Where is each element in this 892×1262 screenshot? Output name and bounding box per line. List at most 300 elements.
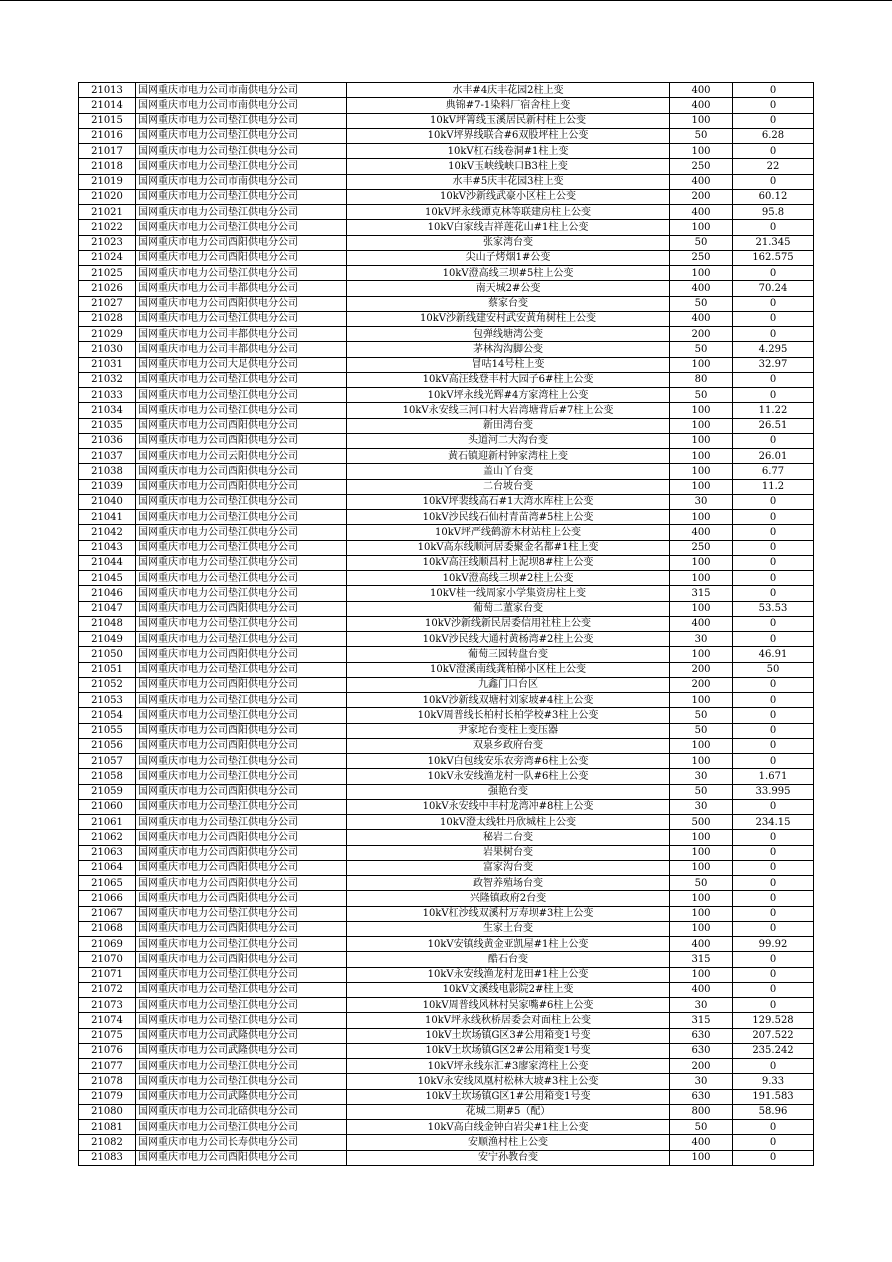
value-cell: 0: [733, 586, 814, 601]
table-row: [79, 860, 814, 875]
record-id-cell: 21072: [79, 982, 136, 997]
company-name-cell: 国网重庆市电力公司酉阳供电分公司: [136, 250, 347, 265]
transformer-name-cell: 10kV高汪线顺昌村上泥坝8#柱上公变: [347, 555, 670, 570]
transformer-name-cell: 水丰#4庆丰花园2柱上变: [347, 83, 670, 98]
company-name-cell: 国网重庆市电力公司垫江供电分公司: [136, 1013, 347, 1028]
table-row: [79, 906, 814, 921]
record-id-cell: 21059: [79, 784, 136, 799]
transformer-name-cell: 10kV玉峡线峡口B3柱上变: [347, 159, 670, 174]
table-row: [79, 677, 814, 692]
company-name-cell: 国网重庆市电力公司云阳供电分公司: [136, 449, 347, 464]
record-id-cell: 21055: [79, 723, 136, 738]
value-cell: 0: [733, 723, 814, 738]
transformer-name-cell: 包弹线塘湾公变: [347, 327, 670, 342]
transformer-name-cell: 10kV周普线风林村吴家嘴#6柱上公变: [347, 998, 670, 1013]
value-cell: 22: [733, 159, 814, 174]
record-id-cell: 21015: [79, 113, 136, 128]
value-cell: 207.522: [733, 1028, 814, 1043]
table-row: [79, 357, 814, 372]
value-cell: 11.22: [733, 403, 814, 418]
value-cell: 0: [733, 998, 814, 1013]
table-row: [79, 311, 814, 326]
company-name-cell: 国网重庆市电力公司垫江供电分公司: [136, 494, 347, 509]
capacity-cell: 50: [670, 784, 733, 799]
value-cell: 0: [733, 98, 814, 113]
capacity-cell: 200: [670, 662, 733, 677]
transformer-name-cell: 10kV高东线顺河居委聚金名都#1柱上变: [347, 540, 670, 555]
table-row: [79, 174, 814, 189]
company-name-cell: 国网重庆市电力公司酉阳供电分公司: [136, 876, 347, 891]
value-cell: 9.33: [733, 1074, 814, 1089]
record-id-cell: 21071: [79, 967, 136, 982]
company-name-cell: 国网重庆市电力公司垫江供电分公司: [136, 937, 347, 952]
table-row: [79, 647, 814, 662]
transformer-name-cell: 张家湾台变: [347, 235, 670, 250]
table-row: [79, 632, 814, 647]
company-name-cell: 国网重庆市电力公司垫江供电分公司: [136, 815, 347, 830]
transformer-name-cell: 九鑫门口台区: [347, 677, 670, 692]
transformer-name-cell: 秘岩二台变: [347, 830, 670, 845]
company-name-cell: 国网重庆市电力公司长寿供电分公司: [136, 1135, 347, 1150]
record-id-cell: 21022: [79, 220, 136, 235]
capacity-cell: 30: [670, 494, 733, 509]
table-row: [79, 327, 814, 342]
record-id-cell: 21041: [79, 510, 136, 525]
transformer-name-cell: 10kV杠沙线双溪村万寿坝#3柱上公变: [347, 906, 670, 921]
table-row: [79, 1089, 814, 1104]
record-id-cell: 21035: [79, 418, 136, 433]
value-cell: 0: [733, 555, 814, 570]
value-cell: 11.2: [733, 479, 814, 494]
transformer-name-cell: 葡萄三园转盘台变: [347, 647, 670, 662]
capacity-cell: 100: [670, 891, 733, 906]
capacity-cell: 100: [670, 357, 733, 372]
table-row: [79, 525, 814, 540]
record-id-cell: 21038: [79, 464, 136, 479]
transformer-name-cell: 双泉乡政府台变: [347, 738, 670, 753]
value-cell: 0: [733, 144, 814, 159]
table-row: [79, 891, 814, 906]
transformer-name-cell: 富家沟台变: [347, 860, 670, 875]
record-id-cell: 21042: [79, 525, 136, 540]
capacity-cell: 400: [670, 525, 733, 540]
capacity-cell: 400: [670, 1135, 733, 1150]
transformer-name-cell: 10kV澄高线三坝#2柱上公变: [347, 571, 670, 586]
company-name-cell: 国网重庆市电力公司酉阳供电分公司: [136, 601, 347, 616]
record-id-cell: 21074: [79, 1013, 136, 1028]
company-name-cell: 国网重庆市电力公司酉阳供电分公司: [136, 418, 347, 433]
company-name-cell: 国网重庆市电力公司市南供电分公司: [136, 83, 347, 98]
company-name-cell: 国网重庆市电力公司垫江供电分公司: [136, 189, 347, 204]
value-cell: 0: [733, 982, 814, 997]
capacity-cell: 50: [670, 723, 733, 738]
table-row: [79, 1013, 814, 1028]
transformer-name-cell: 10kV永安线渔龙村龙田#1柱上公变: [347, 967, 670, 982]
value-cell: 0: [733, 266, 814, 281]
value-cell: 0: [733, 921, 814, 936]
company-name-cell: 国网重庆市电力公司垫江供电分公司: [136, 1120, 347, 1135]
record-id-cell: 21060: [79, 799, 136, 814]
company-name-cell: 国网重庆市电力公司垫江供电分公司: [136, 510, 347, 525]
record-id-cell: 21053: [79, 693, 136, 708]
record-id-cell: 21032: [79, 372, 136, 387]
transformer-name-cell: 10kV永安线中丰村龙湾冲#8柱上公变: [347, 799, 670, 814]
value-cell: 4.295: [733, 342, 814, 357]
transformer-name-cell: 10kV澄太线牡丹欣城柱上公变: [347, 815, 670, 830]
transformer-name-cell: 10kV澄高线三坝#5柱上公变: [347, 266, 670, 281]
capacity-cell: 400: [670, 311, 733, 326]
value-cell: 0: [733, 1150, 814, 1165]
record-id-cell: 21054: [79, 708, 136, 723]
value-cell: 99.92: [733, 937, 814, 952]
capacity-cell: 100: [670, 906, 733, 921]
capacity-cell: 400: [670, 937, 733, 952]
transformer-name-cell: 新田湾台变: [347, 418, 670, 433]
transformer-name-cell: 岩果树台变: [347, 845, 670, 860]
capacity-cell: 100: [670, 220, 733, 235]
transformer-name-cell: 水丰#5庆丰花园3柱上变: [347, 174, 670, 189]
record-id-cell: 21057: [79, 754, 136, 769]
company-name-cell: 国网重庆市电力公司酉阳供电分公司: [136, 723, 347, 738]
capacity-cell: 400: [670, 98, 733, 113]
record-id-cell: 21021: [79, 205, 136, 220]
company-name-cell: 国网重庆市电力公司丰都供电分公司: [136, 327, 347, 342]
value-cell: 0: [733, 525, 814, 540]
company-name-cell: 国网重庆市电力公司丰都供电分公司: [136, 281, 347, 296]
table-row: [79, 967, 814, 982]
table-row: [79, 1074, 814, 1089]
table-row: [79, 723, 814, 738]
capacity-cell: 100: [670, 1150, 733, 1165]
record-id-cell: 21079: [79, 1089, 136, 1104]
company-name-cell: 国网重庆市电力公司酉阳供电分公司: [136, 921, 347, 936]
record-id-cell: 21029: [79, 327, 136, 342]
value-cell: 0: [733, 311, 814, 326]
record-id-cell: 21062: [79, 830, 136, 845]
table-row: [79, 220, 814, 235]
transformer-name-cell: 蔡家台变: [347, 296, 670, 311]
transformer-name-cell: 10kV沙新线新民居委信用社柱上公变: [347, 616, 670, 631]
table-row: [79, 1059, 814, 1074]
value-cell: 0: [733, 174, 814, 189]
company-name-cell: 国网重庆市电力公司垫江供电分公司: [136, 205, 347, 220]
value-cell: 6.28: [733, 128, 814, 143]
capacity-cell: 100: [670, 510, 733, 525]
capacity-cell: 100: [670, 144, 733, 159]
capacity-cell: 315: [670, 1013, 733, 1028]
company-name-cell: 国网重庆市电力公司垫江供电分公司: [136, 799, 347, 814]
company-name-cell: 国网重庆市电力公司垫江供电分公司: [136, 403, 347, 418]
company-name-cell: 国网重庆市电力公司垫江供电分公司: [136, 754, 347, 769]
transformer-name-cell: 安顺渔村柱上公变: [347, 1135, 670, 1150]
record-id-cell: 21013: [79, 83, 136, 98]
table-row: [79, 754, 814, 769]
capacity-cell: 30: [670, 632, 733, 647]
table-row: [79, 433, 814, 448]
record-id-cell: 21045: [79, 571, 136, 586]
capacity-cell: 400: [670, 616, 733, 631]
capacity-cell: 50: [670, 876, 733, 891]
value-cell: 0: [733, 891, 814, 906]
table-row: [79, 708, 814, 723]
company-name-cell: 国网重庆市电力公司酉阳供电分公司: [136, 845, 347, 860]
record-id-cell: 21067: [79, 906, 136, 921]
transformer-name-cell: 10kV土坎场镇G区2#公用箱变1号变: [347, 1043, 670, 1058]
value-cell: 0: [733, 952, 814, 967]
capacity-cell: 100: [670, 479, 733, 494]
table-row: [79, 921, 814, 936]
record-id-cell: 21044: [79, 555, 136, 570]
company-name-cell: 国网重庆市电力公司市南供电分公司: [136, 174, 347, 189]
company-name-cell: 国网重庆市电力公司垫江供电分公司: [136, 388, 347, 403]
table-row: [79, 601, 814, 616]
capacity-cell: 400: [670, 982, 733, 997]
table-row: [79, 235, 814, 250]
value-cell: 21.345: [733, 235, 814, 250]
table-row: [79, 189, 814, 204]
capacity-cell: 100: [670, 601, 733, 616]
transformer-name-cell: 花城二期#5（配）: [347, 1104, 670, 1119]
table-row: [79, 464, 814, 479]
transformer-name-cell: 10kV坪永线东汇#3廖家湾柱上公变: [347, 1059, 670, 1074]
record-id-cell: 21068: [79, 921, 136, 936]
table-row: [79, 616, 814, 631]
table-row: [79, 1043, 814, 1058]
value-cell: 0: [733, 860, 814, 875]
value-cell: 50: [733, 662, 814, 677]
company-name-cell: 国网重庆市电力公司垫江供电分公司: [136, 982, 347, 997]
value-cell: 26.01: [733, 449, 814, 464]
value-cell: 0: [733, 113, 814, 128]
capacity-cell: 100: [670, 921, 733, 936]
record-id-cell: 21051: [79, 662, 136, 677]
table-body: [79, 83, 814, 1166]
capacity-cell: 50: [670, 388, 733, 403]
capacity-cell: 250: [670, 540, 733, 555]
table-row: [79, 571, 814, 586]
record-id-cell: 21025: [79, 266, 136, 281]
capacity-cell: 200: [670, 677, 733, 692]
transformer-name-cell: 10kV坪永线光辉#4方家湾柱上公变: [347, 388, 670, 403]
capacity-cell: 400: [670, 205, 733, 220]
capacity-cell: 100: [670, 571, 733, 586]
table-row: [79, 250, 814, 265]
value-cell: 60.12: [733, 189, 814, 204]
transformer-name-cell: 10kV土坎场镇G区1#公用箱变1号变: [347, 1089, 670, 1104]
company-name-cell: 国网重庆市电力公司酉阳供电分公司: [136, 738, 347, 753]
value-cell: 0: [733, 1059, 814, 1074]
company-name-cell: 国网重庆市电力公司酉阳供电分公司: [136, 891, 347, 906]
company-name-cell: 国网重庆市电力公司北碚供电分公司: [136, 1104, 347, 1119]
transformer-name-cell: 10kV沙新线双塘村刘家坡#4柱上公变: [347, 693, 670, 708]
capacity-cell: 315: [670, 586, 733, 601]
capacity-cell: 630: [670, 1089, 733, 1104]
transformer-name-cell: 典锦#7-1染料厂宿舍柱上变: [347, 98, 670, 113]
capacity-cell: 30: [670, 998, 733, 1013]
value-cell: 0: [733, 83, 814, 98]
value-cell: 0: [733, 510, 814, 525]
value-cell: 0: [733, 296, 814, 311]
table-row: [79, 784, 814, 799]
company-name-cell: 国网重庆市电力公司酉阳供电分公司: [136, 479, 347, 494]
value-cell: 129.528: [733, 1013, 814, 1028]
transformer-name-cell: 南天城2#公变: [347, 281, 670, 296]
table-row: [79, 205, 814, 220]
table-row: [79, 144, 814, 159]
record-id-cell: 21020: [79, 189, 136, 204]
table-row: [79, 113, 814, 128]
company-name-cell: 国网重庆市电力公司垫江供电分公司: [136, 616, 347, 631]
capacity-cell: 100: [670, 403, 733, 418]
table-row: [79, 1135, 814, 1150]
capacity-cell: 630: [670, 1028, 733, 1043]
value-cell: 26.51: [733, 418, 814, 433]
table-row: [79, 555, 814, 570]
value-cell: 70.24: [733, 281, 814, 296]
value-cell: 0: [733, 693, 814, 708]
value-cell: 191.583: [733, 1089, 814, 1104]
transformer-table: [78, 82, 814, 1166]
company-name-cell: 国网重庆市电力公司酉阳供电分公司: [136, 952, 347, 967]
record-id-cell: 21046: [79, 586, 136, 601]
capacity-cell: 100: [670, 433, 733, 448]
capacity-cell: 200: [670, 327, 733, 342]
table-row: [79, 769, 814, 784]
value-cell: 1.671: [733, 769, 814, 784]
company-name-cell: 国网重庆市电力公司垫江供电分公司: [136, 540, 347, 555]
record-id-cell: 21075: [79, 1028, 136, 1043]
company-name-cell: 国网重庆市电力公司酉阳供电分公司: [136, 296, 347, 311]
record-id-cell: 21061: [79, 815, 136, 830]
value-cell: 0: [733, 677, 814, 692]
record-id-cell: 21058: [79, 769, 136, 784]
capacity-cell: 100: [670, 830, 733, 845]
transformer-name-cell: 安宁孙教台变: [347, 1150, 670, 1165]
transformer-name-cell: 10kV沙民线大通村黄杨湾#2柱上公变: [347, 632, 670, 647]
value-cell: 0: [733, 738, 814, 753]
record-id-cell: 21026: [79, 281, 136, 296]
capacity-cell: 100: [670, 113, 733, 128]
transformer-name-cell: 10kV文溪线电影院2#柱上变: [347, 982, 670, 997]
company-name-cell: 国网重庆市电力公司垫江供电分公司: [136, 662, 347, 677]
capacity-cell: 100: [670, 860, 733, 875]
record-id-cell: 21027: [79, 296, 136, 311]
capacity-cell: 250: [670, 159, 733, 174]
value-cell: 0: [733, 754, 814, 769]
value-cell: 0: [733, 220, 814, 235]
company-name-cell: 国网重庆市电力公司垫江供电分公司: [136, 571, 347, 586]
capacity-cell: 100: [670, 754, 733, 769]
value-cell: 0: [733, 876, 814, 891]
table-row: [79, 952, 814, 967]
transformer-name-cell: 10kV沙新线武豪小区柱上公变: [347, 189, 670, 204]
capacity-cell: 30: [670, 799, 733, 814]
value-cell: 46.91: [733, 647, 814, 662]
transformer-name-cell: 冒咕14号柱上变: [347, 357, 670, 372]
record-id-cell: 21065: [79, 876, 136, 891]
record-id-cell: 21024: [79, 250, 136, 265]
company-name-cell: 国网重庆市电力公司垫江供电分公司: [136, 555, 347, 570]
transformer-name-cell: 二台坡台变: [347, 479, 670, 494]
table-row: [79, 998, 814, 1013]
record-id-cell: 21043: [79, 540, 136, 555]
company-name-cell: 国网重庆市电力公司垫江供电分公司: [136, 1059, 347, 1074]
record-id-cell: 21066: [79, 891, 136, 906]
company-name-cell: 国网重庆市电力公司酉阳供电分公司: [136, 860, 347, 875]
capacity-cell: 100: [670, 845, 733, 860]
transformer-name-cell: 10kV杠石线卷洞#1柱上变: [347, 144, 670, 159]
value-cell: 0: [733, 616, 814, 631]
record-id-cell: 21037: [79, 449, 136, 464]
transformer-name-cell: 10kV白包线安乐农旁湾#6柱上公变: [347, 754, 670, 769]
value-cell: 6.77: [733, 464, 814, 479]
transformer-name-cell: 10kV安镇线黄金亚凯屋#1柱上公变: [347, 937, 670, 952]
record-id-cell: 21039: [79, 479, 136, 494]
table-row: [79, 449, 814, 464]
company-name-cell: 国网重庆市电力公司垫江供电分公司: [136, 769, 347, 784]
table-row: [79, 479, 814, 494]
value-cell: 0: [733, 830, 814, 845]
record-id-cell: 21077: [79, 1059, 136, 1074]
value-cell: 162.575: [733, 250, 814, 265]
table-row: [79, 494, 814, 509]
capacity-cell: 200: [670, 189, 733, 204]
company-name-cell: 国网重庆市电力公司垫江供电分公司: [136, 967, 347, 982]
record-id-cell: 21018: [79, 159, 136, 174]
value-cell: 0: [733, 906, 814, 921]
transformer-name-cell: 10kV永安线渔龙村一队#6柱上公变: [347, 769, 670, 784]
table-row: [79, 98, 814, 113]
value-cell: 0: [733, 433, 814, 448]
transformer-name-cell: 10kV坪界线联合#6双股坪柱上公变: [347, 128, 670, 143]
table-row: [79, 372, 814, 387]
table-row: [79, 662, 814, 677]
company-name-cell: 国网重庆市电力公司垫江供电分公司: [136, 632, 347, 647]
value-cell: 32.97: [733, 357, 814, 372]
company-name-cell: 国网重庆市电力公司酉阳供电分公司: [136, 784, 347, 799]
record-id-cell: 21050: [79, 647, 136, 662]
transformer-name-cell: 10kV周普线长柏村长柏学校#3柱上公变: [347, 708, 670, 723]
record-id-cell: 21078: [79, 1074, 136, 1089]
capacity-cell: 100: [670, 647, 733, 662]
transformer-name-cell: 盖山丫台变: [347, 464, 670, 479]
transformer-name-cell: 葡萄二董家台变: [347, 601, 670, 616]
capacity-cell: 100: [670, 266, 733, 281]
record-id-cell: 21056: [79, 738, 136, 753]
capacity-cell: 100: [670, 464, 733, 479]
capacity-cell: 500: [670, 815, 733, 830]
record-id-cell: 21052: [79, 677, 136, 692]
capacity-cell: 50: [670, 342, 733, 357]
value-cell: 0: [733, 388, 814, 403]
company-name-cell: 国网重庆市电力公司武隆供电分公司: [136, 1028, 347, 1043]
transformer-name-cell: 10kV桂一线周家小学集资房柱上变: [347, 586, 670, 601]
company-name-cell: 国网重庆市电力公司市南供电分公司: [136, 98, 347, 113]
record-id-cell: 21076: [79, 1043, 136, 1058]
record-id-cell: 21073: [79, 998, 136, 1013]
value-cell: 0: [733, 632, 814, 647]
capacity-cell: 100: [670, 738, 733, 753]
capacity-cell: 50: [670, 235, 733, 250]
value-cell: 0: [733, 1120, 814, 1135]
value-cell: 0: [733, 494, 814, 509]
capacity-cell: 80: [670, 372, 733, 387]
capacity-cell: 50: [670, 708, 733, 723]
record-id-cell: 21036: [79, 433, 136, 448]
transformer-name-cell: 10kV坪永线秋桥居委会对面柱上公变: [347, 1013, 670, 1028]
capacity-cell: 400: [670, 281, 733, 296]
value-cell: 234.15: [733, 815, 814, 830]
